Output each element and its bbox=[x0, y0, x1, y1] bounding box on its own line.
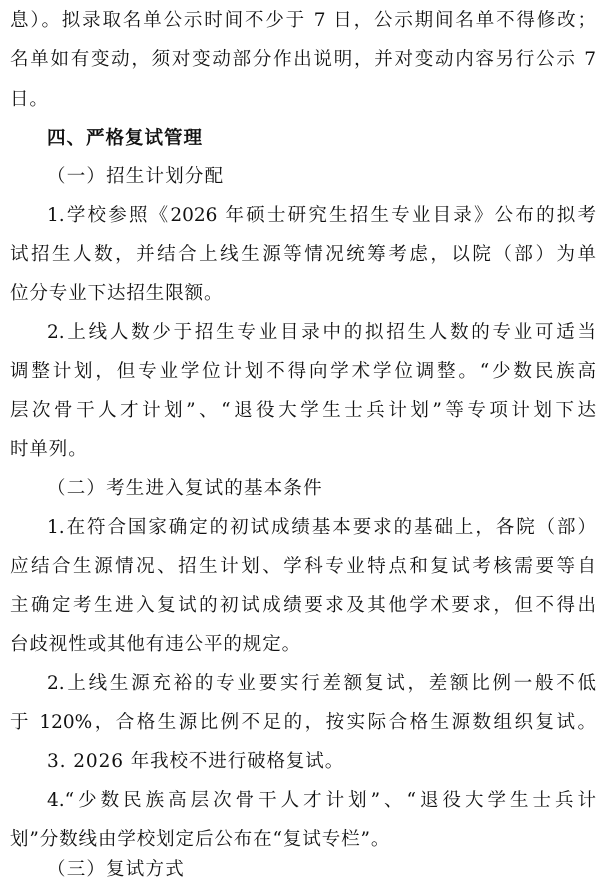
paragraph-line: 3. 2026 年我校不进行破格复试。 bbox=[47, 751, 345, 772]
paragraph-line: 1.在符合国家确定的初试成绩基本要求的基础上，各院（部） bbox=[47, 517, 596, 538]
subsection-heading: （一）招生计划分配 bbox=[47, 166, 225, 187]
subsection-heading: （二）考生进入复试的基本条件 bbox=[47, 478, 323, 499]
paragraph-line: 息）。拟录取名单公示时间不少于 7 日，公示期间名单不得修改； bbox=[10, 10, 596, 31]
paragraph-line: 于 120%，合格生源比例不足的，按实际合格生源数组织复试。 bbox=[10, 712, 596, 733]
paragraph-line: 试招生人数，并结合上线生源等情况统筹考虑，以院（部）为单 bbox=[10, 244, 596, 265]
paragraph-line: 主确定考生进入复试的初试成绩要求及其他学术要求，但不得出 bbox=[10, 595, 596, 616]
paragraph-line: 台歧视性或其他有违公平的规定。 bbox=[10, 634, 302, 655]
paragraph-line: 名单如有变动，须对变动部分作出说明，并对变动内容另行公示 7 bbox=[10, 49, 596, 70]
paragraph-line: 调整计划，但专业学位计划不得向学术学位调整。“少数民族高 bbox=[10, 361, 596, 382]
paragraph-line: 划”分数线由学校划定后公布在“复试专栏”。 bbox=[10, 829, 391, 850]
paragraph-line: 4.“少数民族高层次骨干人才计划”、“退役大学生士兵计 bbox=[47, 790, 596, 811]
paragraph-line: 应结合生源情况、招生计划、学科专业特点和复试考核需要等自 bbox=[10, 556, 596, 577]
paragraph-line: 日。 bbox=[10, 89, 49, 110]
paragraph-line: 位分专业下达招生限额。 bbox=[10, 283, 224, 304]
section-heading: 四、严格复试管理 bbox=[47, 128, 204, 149]
subsection-heading: （三）复试方式 bbox=[47, 859, 185, 880]
paragraph-line: 时单列。 bbox=[10, 439, 88, 460]
paragraph-line: 2.上线生源充裕的专业要实行差额复试，差额比例一般不低 bbox=[47, 673, 596, 694]
paragraph-line: 层次骨干人才计划”、“退役大学生士兵计划”等专项计划下达 bbox=[10, 400, 596, 421]
paragraph-line: 2.上线人数少于招生专业目录中的拟招生人数的专业可适当 bbox=[47, 322, 596, 343]
paragraph-line: 1.学校参照《2026 年硕士研究生招生专业目录》公布的拟考 bbox=[47, 205, 596, 226]
